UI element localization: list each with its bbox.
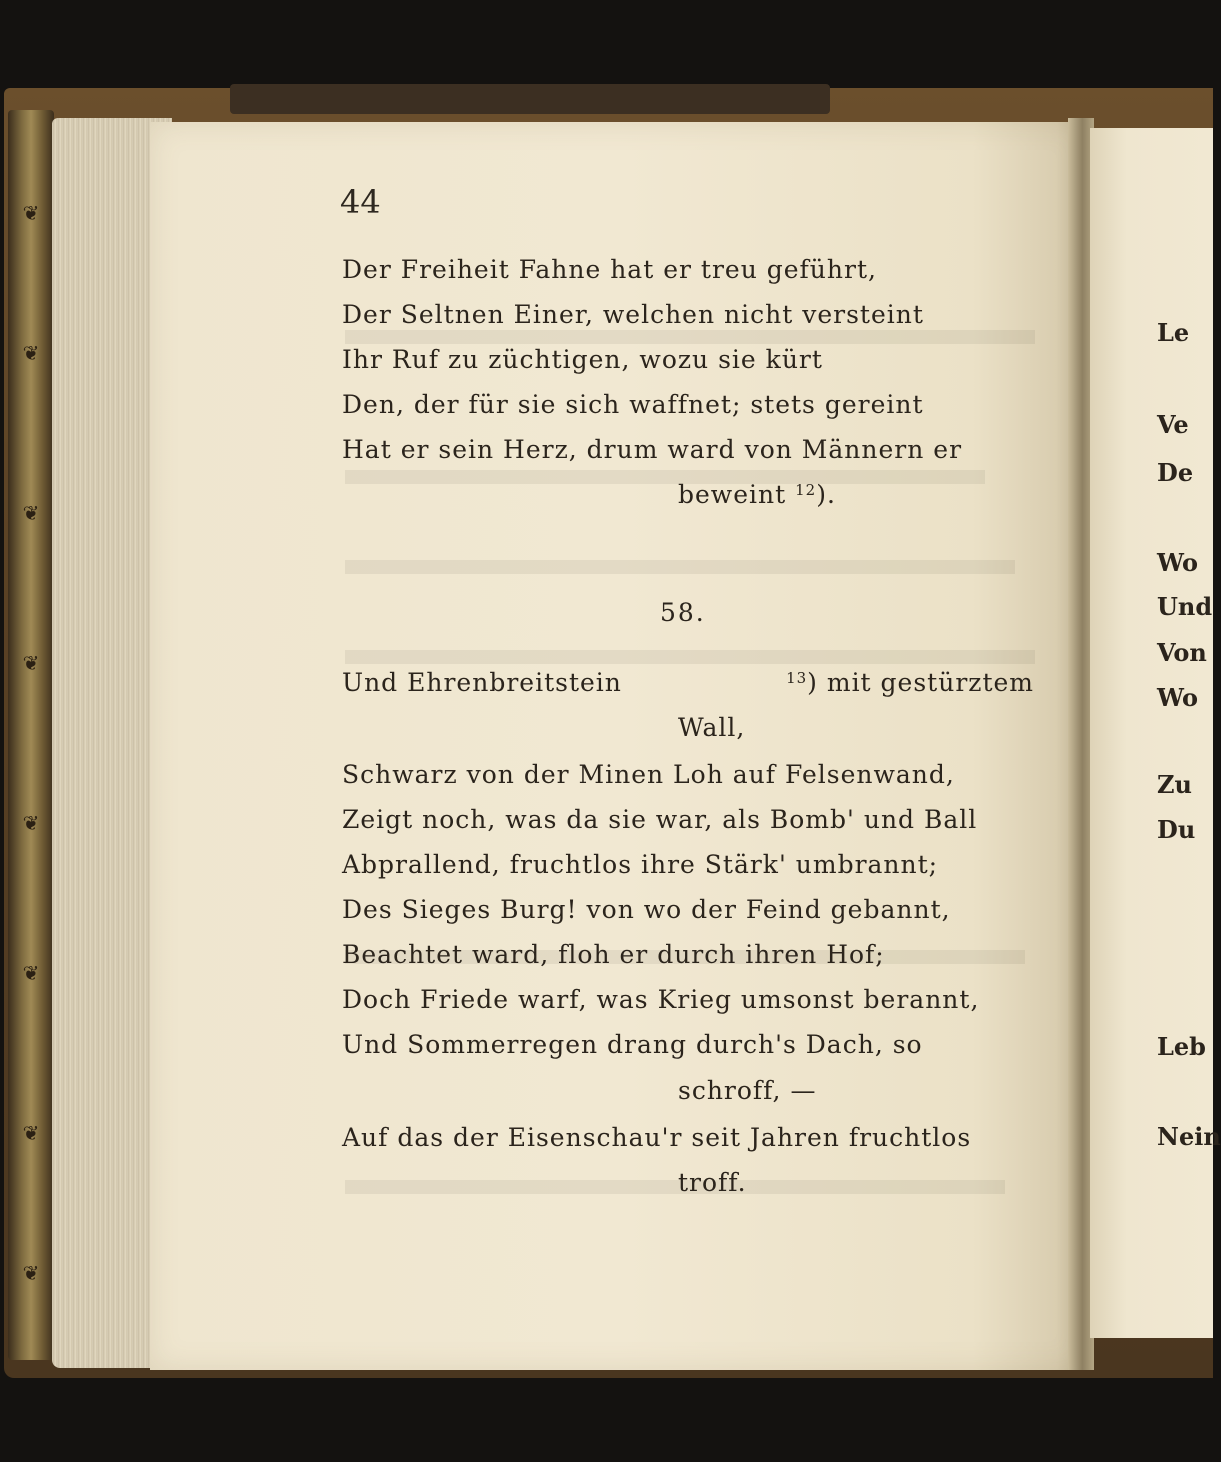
verse-line: Der Freiheit Fahne hat er treu geführt, — [342, 255, 877, 284]
bleed-through — [345, 1180, 1005, 1194]
verse-line: Und Sommerregen drang durch's Dach, so — [342, 1030, 923, 1059]
footnote-reference: 12 — [795, 481, 817, 499]
spine-ornament-icon: ❦ — [22, 961, 40, 985]
continuation-text: beweint — [678, 480, 787, 509]
spine-ornament-icon: ❦ — [22, 1121, 40, 1145]
right-page-fragment: Wo — [1157, 683, 1199, 712]
verse-line: Ihr Ruf zu züchtigen, wozu sie kürt — [342, 345, 823, 374]
right-page-fragment: Ve — [1157, 410, 1189, 439]
verse-continuation: Wall, — [678, 713, 746, 742]
verse-line — [342, 660, 1034, 705]
spine-ornament-icon: ❦ — [22, 811, 40, 835]
right-page-fragment: Le — [1157, 318, 1190, 347]
verse-line: Den, der für sie sich waffnet; stets gereint — [342, 390, 924, 419]
right-page — [1090, 128, 1213, 1338]
right-page-fragment: Zu — [1157, 770, 1192, 799]
right-page-fragment: Wo — [1157, 548, 1199, 577]
cover-top-band — [230, 84, 830, 114]
verse-line: Schwarz von der Minen Loh auf Felsenwand, — [342, 760, 955, 789]
right-page-fragment: Von — [1157, 638, 1207, 667]
footnote-close: ). — [816, 480, 836, 509]
spine-ornament-icon: ❦ — [22, 1261, 40, 1285]
bleed-through — [345, 470, 985, 484]
bleed-through — [345, 560, 1015, 574]
verse-continuation: schroff, — — [678, 1076, 817, 1105]
spine-ornament-icon: ❦ — [22, 201, 40, 225]
spine-ornament-icon: ❦ — [22, 501, 40, 525]
verse-line-start: Und Ehrenbreitstein — [342, 668, 622, 697]
verse-line: Zeigt noch, was da sie war, als Bomb' und Ball — [342, 805, 978, 834]
footnote-reference: 13 — [786, 669, 808, 687]
verse-line: Hat er sein Herz, drum ward von Männern er — [342, 435, 963, 464]
verse-line: Abprallend, fruchtlos ihre Stärk' umbrannt; — [342, 850, 939, 879]
right-page-fragment: Nein — [1157, 1122, 1221, 1151]
right-page-fragment: Und — [1157, 592, 1213, 621]
verse-line: Der Seltnen Einer, welchen nicht versteint — [342, 300, 924, 329]
verse-line-end — [786, 660, 1034, 705]
right-page-fragment: De — [1157, 458, 1194, 487]
verse-line: Beachtet ward, floh er durch ihren Hof; — [342, 940, 885, 969]
verse-continuation: troff. — [678, 1168, 747, 1197]
right-page-fragment: Leb — [1157, 1032, 1206, 1061]
spine-ornament-icon: ❦ — [22, 651, 40, 675]
verse-line: Doch Friede warf, was Krieg umsonst berannt, — [342, 985, 980, 1014]
stanza-number: 58. — [660, 598, 706, 627]
verse-continuation — [678, 472, 836, 517]
right-page-fragment: Du — [1157, 815, 1196, 844]
page-number: 44 — [340, 183, 381, 221]
verse-line: Auf das der Eisenschau'r seit Jahren fruchtlos — [342, 1123, 972, 1152]
spine-ornament-icon: ❦ — [22, 341, 40, 365]
verse-line: Des Sieges Burg! von wo der Feind gebannt, — [342, 895, 951, 924]
verse-line-rest: ) mit gestürztem — [807, 668, 1034, 697]
book-spine — [8, 110, 54, 1360]
